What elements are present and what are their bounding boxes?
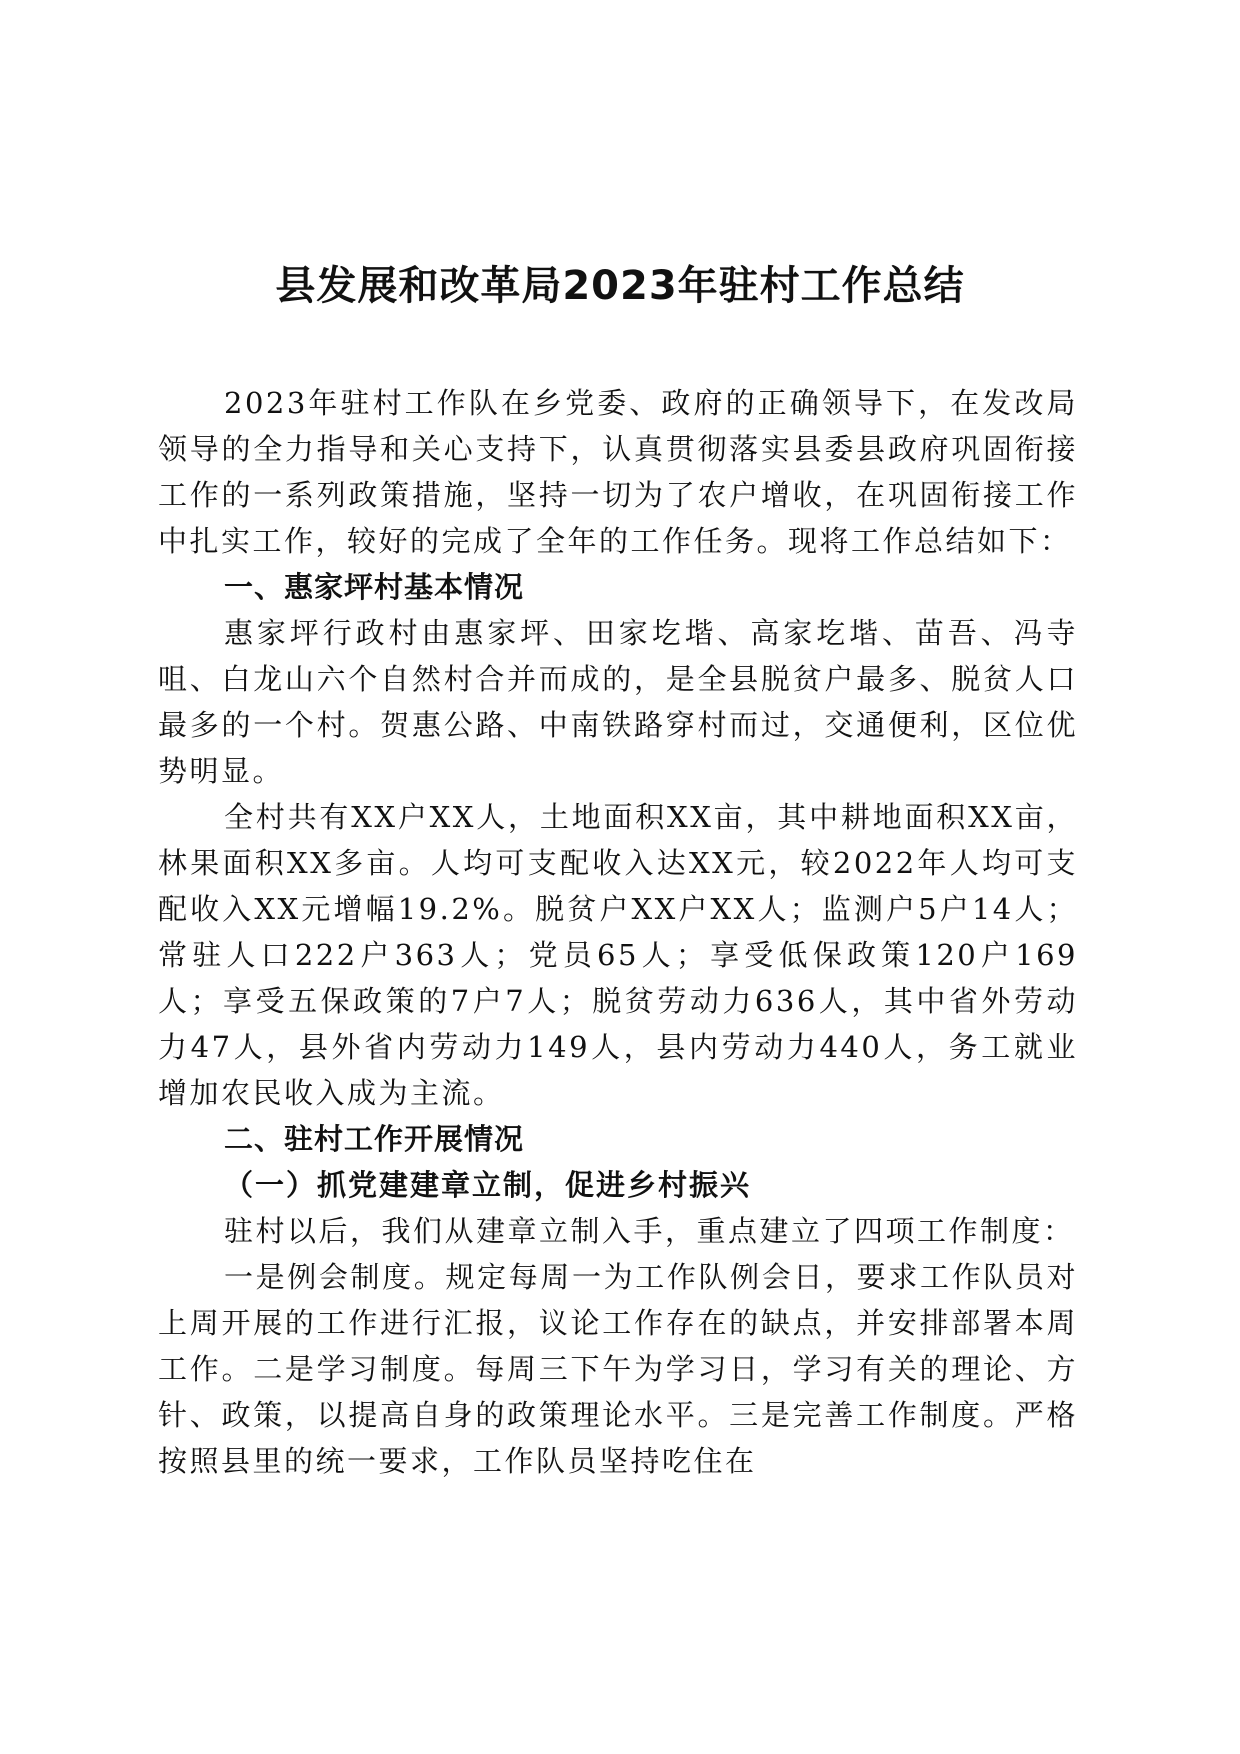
document-title: 县发展和改革局2023年驻村工作总结 xyxy=(275,263,965,309)
section-2-heading: 二、驻村工作开展情况 xyxy=(224,1122,525,1156)
document-body xyxy=(158,380,1078,1484)
section-2-paragraph-1: 驻村以后，我们从建章立制入手，重点建立了四项工作制度： xyxy=(224,1214,1075,1248)
section-2-paragraph-2: 一是例会制度。规定每周一为工作队例会日，要求工作队员对上周开展的工作进行汇报，议论工作存在的缺点，并安排部署本周工作。二是学习制度。每周三下午为学习日，学习有关的理论、方针、政策，以提高自身的政策理论水平。三是完善工作制度。严格按照县里的统一要求，工作队员坚持吃住在 xyxy=(158,1260,1078,1478)
section-1-paragraph-1: 惠家坪行政村由惠家坪、田家圪堦、高家圪堦、苗吾、冯寺咀、白龙山六个自然村合并而成的，是全县脱贫户最多、脱贫人口最多的一个村。贺惠公路、中南铁路穿村而过，交通便利，区位优势明显。 xyxy=(158,616,1078,788)
section-1-paragraph-2: 全村共有XX户XX人，土地面积XX亩，其中耕地面积XX亩，林果面积XX多亩。人均可支配收入达XX元，较2022年人均可支配收入XX元增幅19.2%。脱贫户XX户XX人；监测户5户14人；常驻人口222户363人；党员65人；享受低保政策120户169人；享受五保政策的7户7人；脱贫劳动力636人，其中省外劳动力47人，县外省内劳动力149人，县内劳动力440人，务工就业增加农民收入成为主流。 xyxy=(158,800,1078,1110)
section-1-heading: 一、惠家坪村基本情况 xyxy=(224,570,525,604)
intro-paragraph: 2023年驻村工作队在乡党委、政府的正确领导下，在发改局领导的全力指导和关心支持下，认真贯彻落实县委县政府巩固衔接工作的一系列政策措施，坚持一切为了农户增收，在巩固衔接工作中扎实工作，较好的完成了全年的工作任务。现将工作总结如下： xyxy=(158,386,1078,558)
section-2-subheading-1: （一）抓党建建章立制，促进乡村振兴 xyxy=(224,1168,752,1202)
